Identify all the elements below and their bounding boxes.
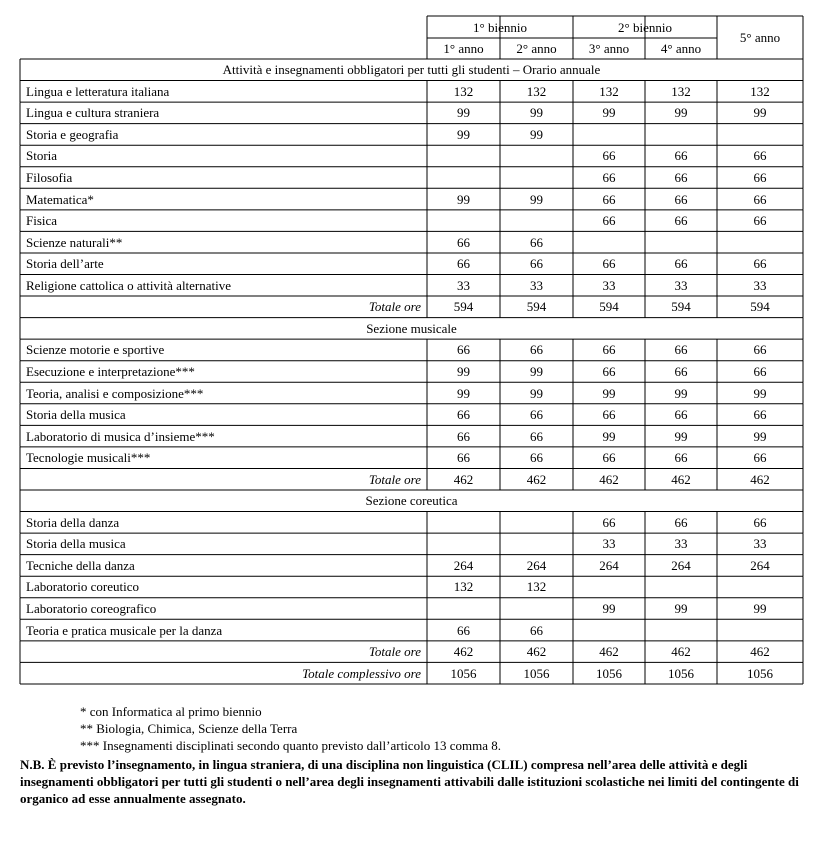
hours-cell: 99 [530, 363, 543, 379]
hours-cell: 99 [674, 385, 688, 401]
total-hours-cell: 462 [526, 644, 547, 660]
hours-cell: 66 [674, 148, 688, 164]
hours-cell: 33 [602, 536, 616, 552]
subject-name: Storia dell’arte [26, 256, 104, 272]
hours-cell: 66 [602, 514, 616, 530]
hours-cell: 99 [753, 105, 767, 121]
hours-cell: 99 [530, 191, 543, 207]
hours-cell [573, 231, 645, 253]
hours-cell [645, 124, 717, 146]
hours-cell: 99 [530, 126, 543, 142]
hours-cell [500, 598, 573, 620]
hours-cell: 66 [753, 148, 767, 164]
footnote: *** Insegnamenti disciplinati secondo quanto previsto dall’articolo 13 comma 8. [80, 738, 501, 753]
total-hours-cell: 594 [526, 299, 547, 315]
subject-name: Religione cattolica o attività alternative [26, 277, 232, 293]
header-year-3: 3° anno [588, 41, 630, 56]
hours-cell: 66 [674, 514, 688, 530]
hours-cell: 66 [530, 407, 543, 423]
hours-cell [717, 619, 803, 641]
hours-cell: 66 [457, 256, 470, 272]
hours-cell: 99 [457, 191, 470, 207]
hours-cell [645, 619, 717, 641]
hours-cell: 66 [674, 191, 688, 207]
hours-cell: 33 [674, 536, 688, 552]
header-year-4: 4° anno [660, 41, 702, 56]
hours-cell: 66 [753, 450, 767, 466]
hours-cell [645, 576, 717, 598]
total-hours-cell: 462 [599, 644, 619, 660]
total-hours-cell: 594 [671, 299, 691, 315]
hours-cell: 33 [530, 277, 543, 293]
hours-cell: 66 [674, 342, 688, 358]
hours-cell: 132 [453, 83, 474, 99]
hours-cell: 66 [674, 407, 688, 423]
hours-cell: 66 [602, 170, 616, 186]
hours-cell: 264 [750, 557, 770, 573]
hours-cell: 66 [674, 213, 688, 229]
total-hours-cell: 462 [453, 644, 474, 660]
total-hours-cell: 1056 [523, 665, 550, 681]
hours-cell: 99 [602, 385, 616, 401]
hours-cell: 66 [457, 450, 470, 466]
hours-cell: 66 [602, 191, 616, 207]
subject-name: Scienze naturali** [26, 234, 123, 250]
hours-cell [427, 598, 500, 620]
subject-name: Scienze motorie e sportive [26, 342, 165, 358]
hours-cell: 33 [457, 277, 470, 293]
hours-cell [427, 210, 500, 232]
subject-name: Teoria, analisi e composizione*** [26, 385, 204, 401]
hours-cell [573, 124, 645, 146]
subject-name: Tecniche della danza [26, 557, 135, 573]
total-hours-cell: 462 [671, 644, 691, 660]
hours-cell: 132 [526, 579, 547, 595]
hours-cell [500, 210, 573, 232]
hours-cell: 66 [602, 363, 616, 379]
hours-cell: 66 [457, 342, 470, 358]
total-label: Totale ore [368, 644, 421, 660]
hours-cell: 66 [530, 342, 543, 358]
hours-cell: 66 [602, 256, 616, 272]
header-group-2: 2° biennio [618, 19, 672, 35]
total-label: Totale ore [368, 299, 421, 315]
hours-cell: 66 [602, 407, 616, 423]
total-hours-cell: 1056 [450, 665, 477, 681]
hours-cell [645, 231, 717, 253]
hours-cell: 66 [674, 256, 688, 272]
hours-cell: 99 [753, 385, 767, 401]
hours-cell: 264 [599, 557, 619, 573]
total-hours-cell: 594 [453, 299, 474, 315]
total-hours-cell: 462 [750, 471, 770, 487]
hours-cell: 264 [526, 557, 547, 573]
subject-name: Lingua e letteratura italiana [26, 83, 170, 99]
subject-name: Tecnologie musicali*** [26, 450, 151, 466]
hours-cell: 99 [602, 105, 616, 121]
subject-name: Storia e geografia [26, 126, 119, 142]
hours-cell [500, 533, 573, 555]
hours-cell: 132 [453, 579, 474, 595]
total-label: Totale ore [368, 471, 421, 487]
hours-cell: 66 [530, 428, 543, 444]
hours-cell: 33 [753, 277, 767, 293]
hours-cell: 99 [457, 363, 470, 379]
hours-cell: 66 [530, 256, 543, 272]
hours-cell: 66 [753, 514, 767, 530]
footnotes [80, 703, 501, 754]
nb-paragraph: N.B. È previsto l’insegnamento, in lingua straniera, di una disciplina non linguistica (CLIL) compresa nell’area delle attività e degli insegnamenti obbligatori per tutti gli studenti o nell’area degli insegnamenti attivabili dalle istituzioni scolastiche nei limiti del contingente di organico ad esse annualmente assegnato. [20, 757, 799, 806]
total-hours-cell: 594 [599, 299, 619, 315]
subject-name: Storia della danza [26, 514, 120, 530]
subject-name: Teoria e pratica musicale per la danza [26, 622, 223, 638]
hours-cell: 99 [457, 105, 470, 121]
hours-cell: 132 [599, 83, 619, 99]
total-hours-cell: 1056 [596, 665, 622, 681]
subject-name: Storia della musica [26, 407, 126, 423]
hours-cell [500, 167, 573, 189]
header-year-1: 1° anno [443, 41, 484, 56]
hours-cell: 99 [602, 428, 616, 444]
hours-cell: 99 [674, 105, 688, 121]
footnote: * con Informatica al primo biennio [80, 704, 262, 719]
hours-cell [500, 512, 573, 534]
hours-cell: 132 [671, 83, 691, 99]
hours-cell: 66 [753, 213, 767, 229]
hours-cell: 99 [674, 428, 688, 444]
total-hours-cell: 462 [599, 471, 619, 487]
hours-cell: 66 [753, 342, 767, 358]
hours-cell: 66 [530, 450, 543, 466]
section-title: Attività e insegnamenti obbligatori per tutti gli studenti – Orario annuale [222, 62, 601, 78]
subject-name: Esecuzione e interpretazione*** [26, 363, 195, 379]
hours-cell [427, 167, 500, 189]
hours-cell: 66 [457, 234, 470, 250]
hours-cell: 99 [753, 601, 767, 617]
hours-cell: 132 [526, 83, 547, 99]
total-hours-cell: 462 [526, 471, 547, 487]
hours-cell: 66 [674, 363, 688, 379]
hours-cell: 99 [674, 601, 688, 617]
subject-name: Matematica* [26, 191, 94, 207]
hours-cell [717, 124, 803, 146]
hours-cell: 66 [753, 170, 767, 186]
hours-cell: 66 [753, 363, 767, 379]
hours-cell: 66 [674, 450, 688, 466]
hours-cell: 33 [602, 277, 616, 293]
hours-cell: 264 [671, 557, 691, 573]
subject-name: Laboratorio di musica d’insieme*** [26, 428, 215, 444]
total-hours-cell: 1056 [747, 665, 773, 681]
section-title: Sezione coreutica [365, 493, 458, 509]
subject-name: Storia [26, 148, 58, 164]
hours-cell: 66 [602, 213, 616, 229]
total-hours-cell: 462 [453, 471, 474, 487]
header-year-2: 2° anno [516, 41, 557, 56]
hours-cell [573, 576, 645, 598]
subject-name: Filosofia [26, 170, 73, 186]
hours-cell: 99 [457, 126, 470, 142]
total-hours-cell: 462 [671, 471, 691, 487]
hours-cell: 99 [530, 385, 543, 401]
section-title: Sezione musicale [366, 320, 457, 336]
header-year-5: 5° anno [739, 30, 781, 45]
total-hours-cell: 462 [750, 644, 770, 660]
hours-cell: 33 [753, 536, 767, 552]
hours-cell [500, 145, 573, 167]
hours-cell: 264 [453, 557, 474, 573]
hours-cell: 66 [457, 622, 470, 638]
hours-cell: 66 [457, 407, 470, 423]
hours-cell: 66 [530, 622, 543, 638]
hours-cell [717, 576, 803, 598]
hours-cell [573, 619, 645, 641]
hours-cell: 66 [457, 428, 470, 444]
hours-cell: 66 [753, 256, 767, 272]
hours-cell [717, 231, 803, 253]
hours-cell: 66 [530, 234, 543, 250]
subject-name: Storia della musica [26, 536, 126, 552]
hours-cell: 33 [674, 277, 688, 293]
hours-cell: 99 [530, 105, 543, 121]
total-hours-cell: 1056 [668, 665, 694, 681]
hours-cell: 66 [602, 342, 616, 358]
hours-cell: 66 [753, 191, 767, 207]
hours-cell: 132 [750, 83, 770, 99]
total-hours-cell: 594 [750, 299, 770, 315]
hours-cell: 66 [602, 148, 616, 164]
hours-cell [427, 533, 500, 555]
hours-cell: 66 [753, 407, 767, 423]
footnote: ** Biologia, Chimica, Scienze della Terra [80, 721, 298, 736]
hours-cell: 99 [457, 385, 470, 401]
hours-cell [427, 145, 500, 167]
header-group-1: 1° biennio [473, 19, 527, 35]
hours-cell [427, 512, 500, 534]
hours-cell: 99 [602, 601, 616, 617]
subject-name: Laboratorio coreutico [26, 579, 139, 595]
hours-cell: 66 [674, 170, 688, 186]
subject-name: Laboratorio coreografico [26, 601, 157, 617]
total-label: Totale complessivo ore [302, 665, 421, 681]
subject-name: Lingua e cultura straniera [26, 105, 160, 121]
hours-cell: 99 [753, 428, 767, 444]
subject-name: Fisica [26, 213, 58, 229]
hours-cell: 66 [602, 450, 616, 466]
